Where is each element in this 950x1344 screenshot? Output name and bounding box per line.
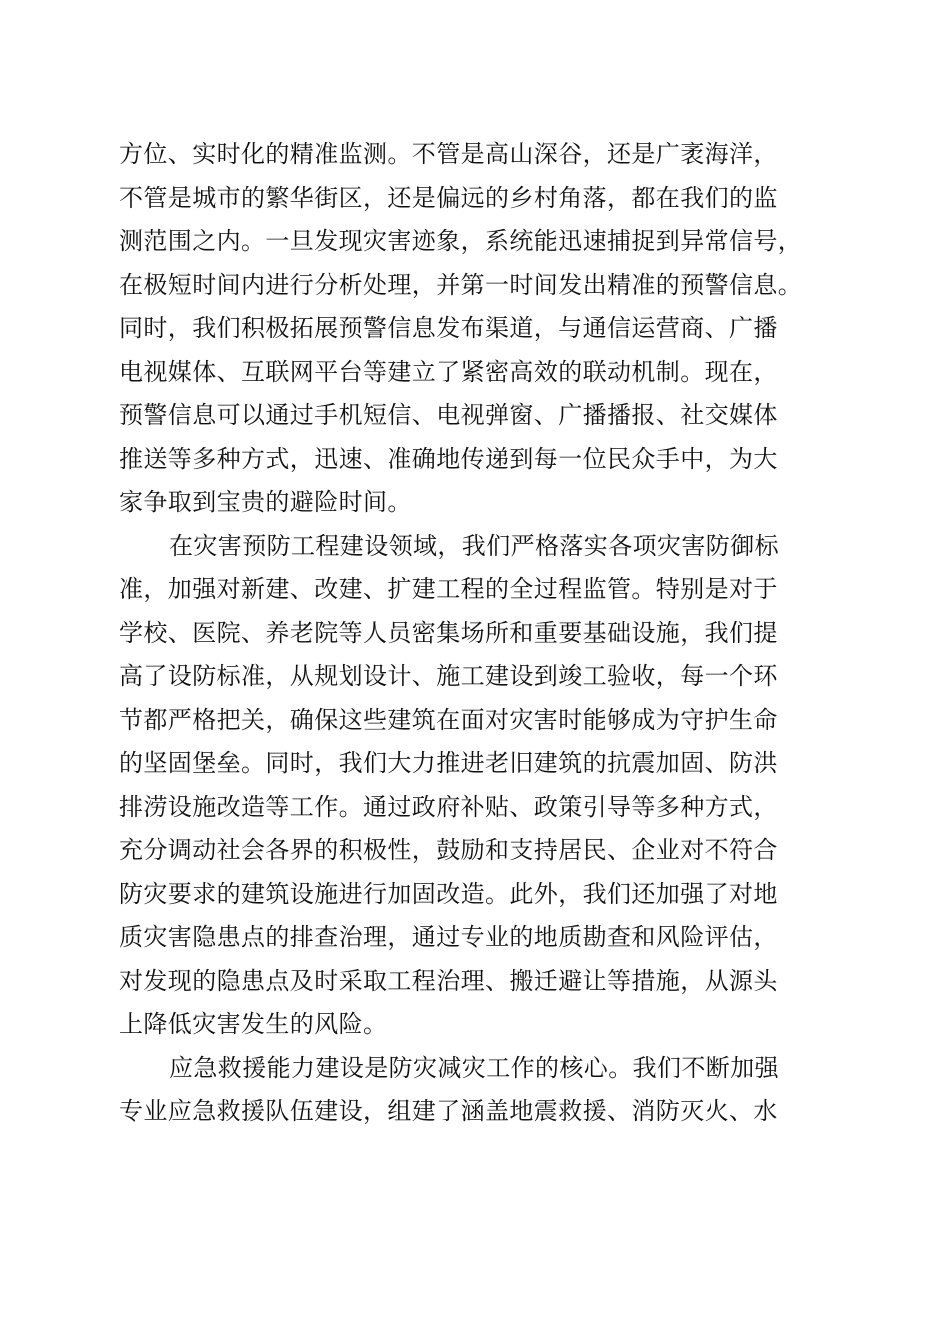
text-line-first: 在灾害预防工程建设领域，我们严格落实各项灾害防御标	[169, 531, 779, 560]
paragraph-2	[119, 525, 831, 1047]
text-line: 高了设防标准，从规划设计、施工建设到竣工验收，每一个环	[119, 662, 778, 690]
text-line: 质灾害隐患点的排查治理，通过专业的地质勘查和风险评估，	[119, 923, 778, 951]
paragraph-3	[119, 1047, 831, 1134]
text-line: 在极短时间内进行分析处理，并第一时间发出精准的预警信息。	[119, 270, 803, 299]
text-line: 准，加强对新建、改建、扩建工程的全过程监管。特别是对于	[119, 575, 778, 603]
text-line: 对发现的隐患点及时采取工程治理、搬迁避让等措施，从源头	[119, 966, 778, 995]
text-line: 节都严格把关，确保这些建筑在面对灾害时能够成为守护生命	[119, 705, 778, 734]
text-line: 的坚固堡垒。同时，我们大力推进老旧建筑的抗震加固、防洪	[119, 749, 778, 777]
text-line: 排涝设施改造等工作。通过政府补贴、政策引导等多种方式，	[119, 792, 778, 821]
text-line: 充分调动社会各界的积极性，鼓励和支持居民、企业对不符合	[119, 836, 778, 864]
paragraph-1	[119, 133, 831, 525]
text-line: 方位、实时化的精准监测。不管是高山深谷，还是广袤海洋，	[119, 140, 778, 168]
text-line: 家争取到宝贵的避险时间。	[119, 488, 412, 516]
text-line: 预警信息可以通过手机短信、电视弹窗、广播播报、社交媒体	[119, 401, 778, 429]
document-body	[119, 133, 831, 1134]
text-line: 测范围之内。一旦发现灾害迹象，系统能迅速捕捉到异常信号，	[119, 227, 803, 255]
text-line: 防灾要求的建筑设施进行加固改造。此外，我们还加强了对地	[119, 879, 778, 908]
text-line: 电视媒体、互联网平台等建立了紧密高效的联动机制。现在，	[119, 357, 778, 386]
text-line-first: 应急救援能力建设是防灾减灾工作的核心。我们不断加强	[169, 1053, 779, 1082]
text-line: 推送等多种方式，迅速、准确地传递到每一位民众手中，为大	[119, 444, 778, 473]
text-line: 同时，我们积极拓展预警信息发布渠道，与通信运营商、广播	[119, 314, 778, 342]
text-line: 学校、医院、养老院等人员密集场所和重要基础设施，我们提	[119, 618, 778, 647]
text-line: 上降低灾害发生的风险。	[119, 1010, 388, 1038]
text-line: 专业应急救援队伍建设，组建了涵盖地震救援、消防灭火、水	[119, 1097, 778, 1125]
text-line: 不管是城市的繁华街区，还是偏远的乡村角落，都在我们的监	[119, 183, 778, 212]
